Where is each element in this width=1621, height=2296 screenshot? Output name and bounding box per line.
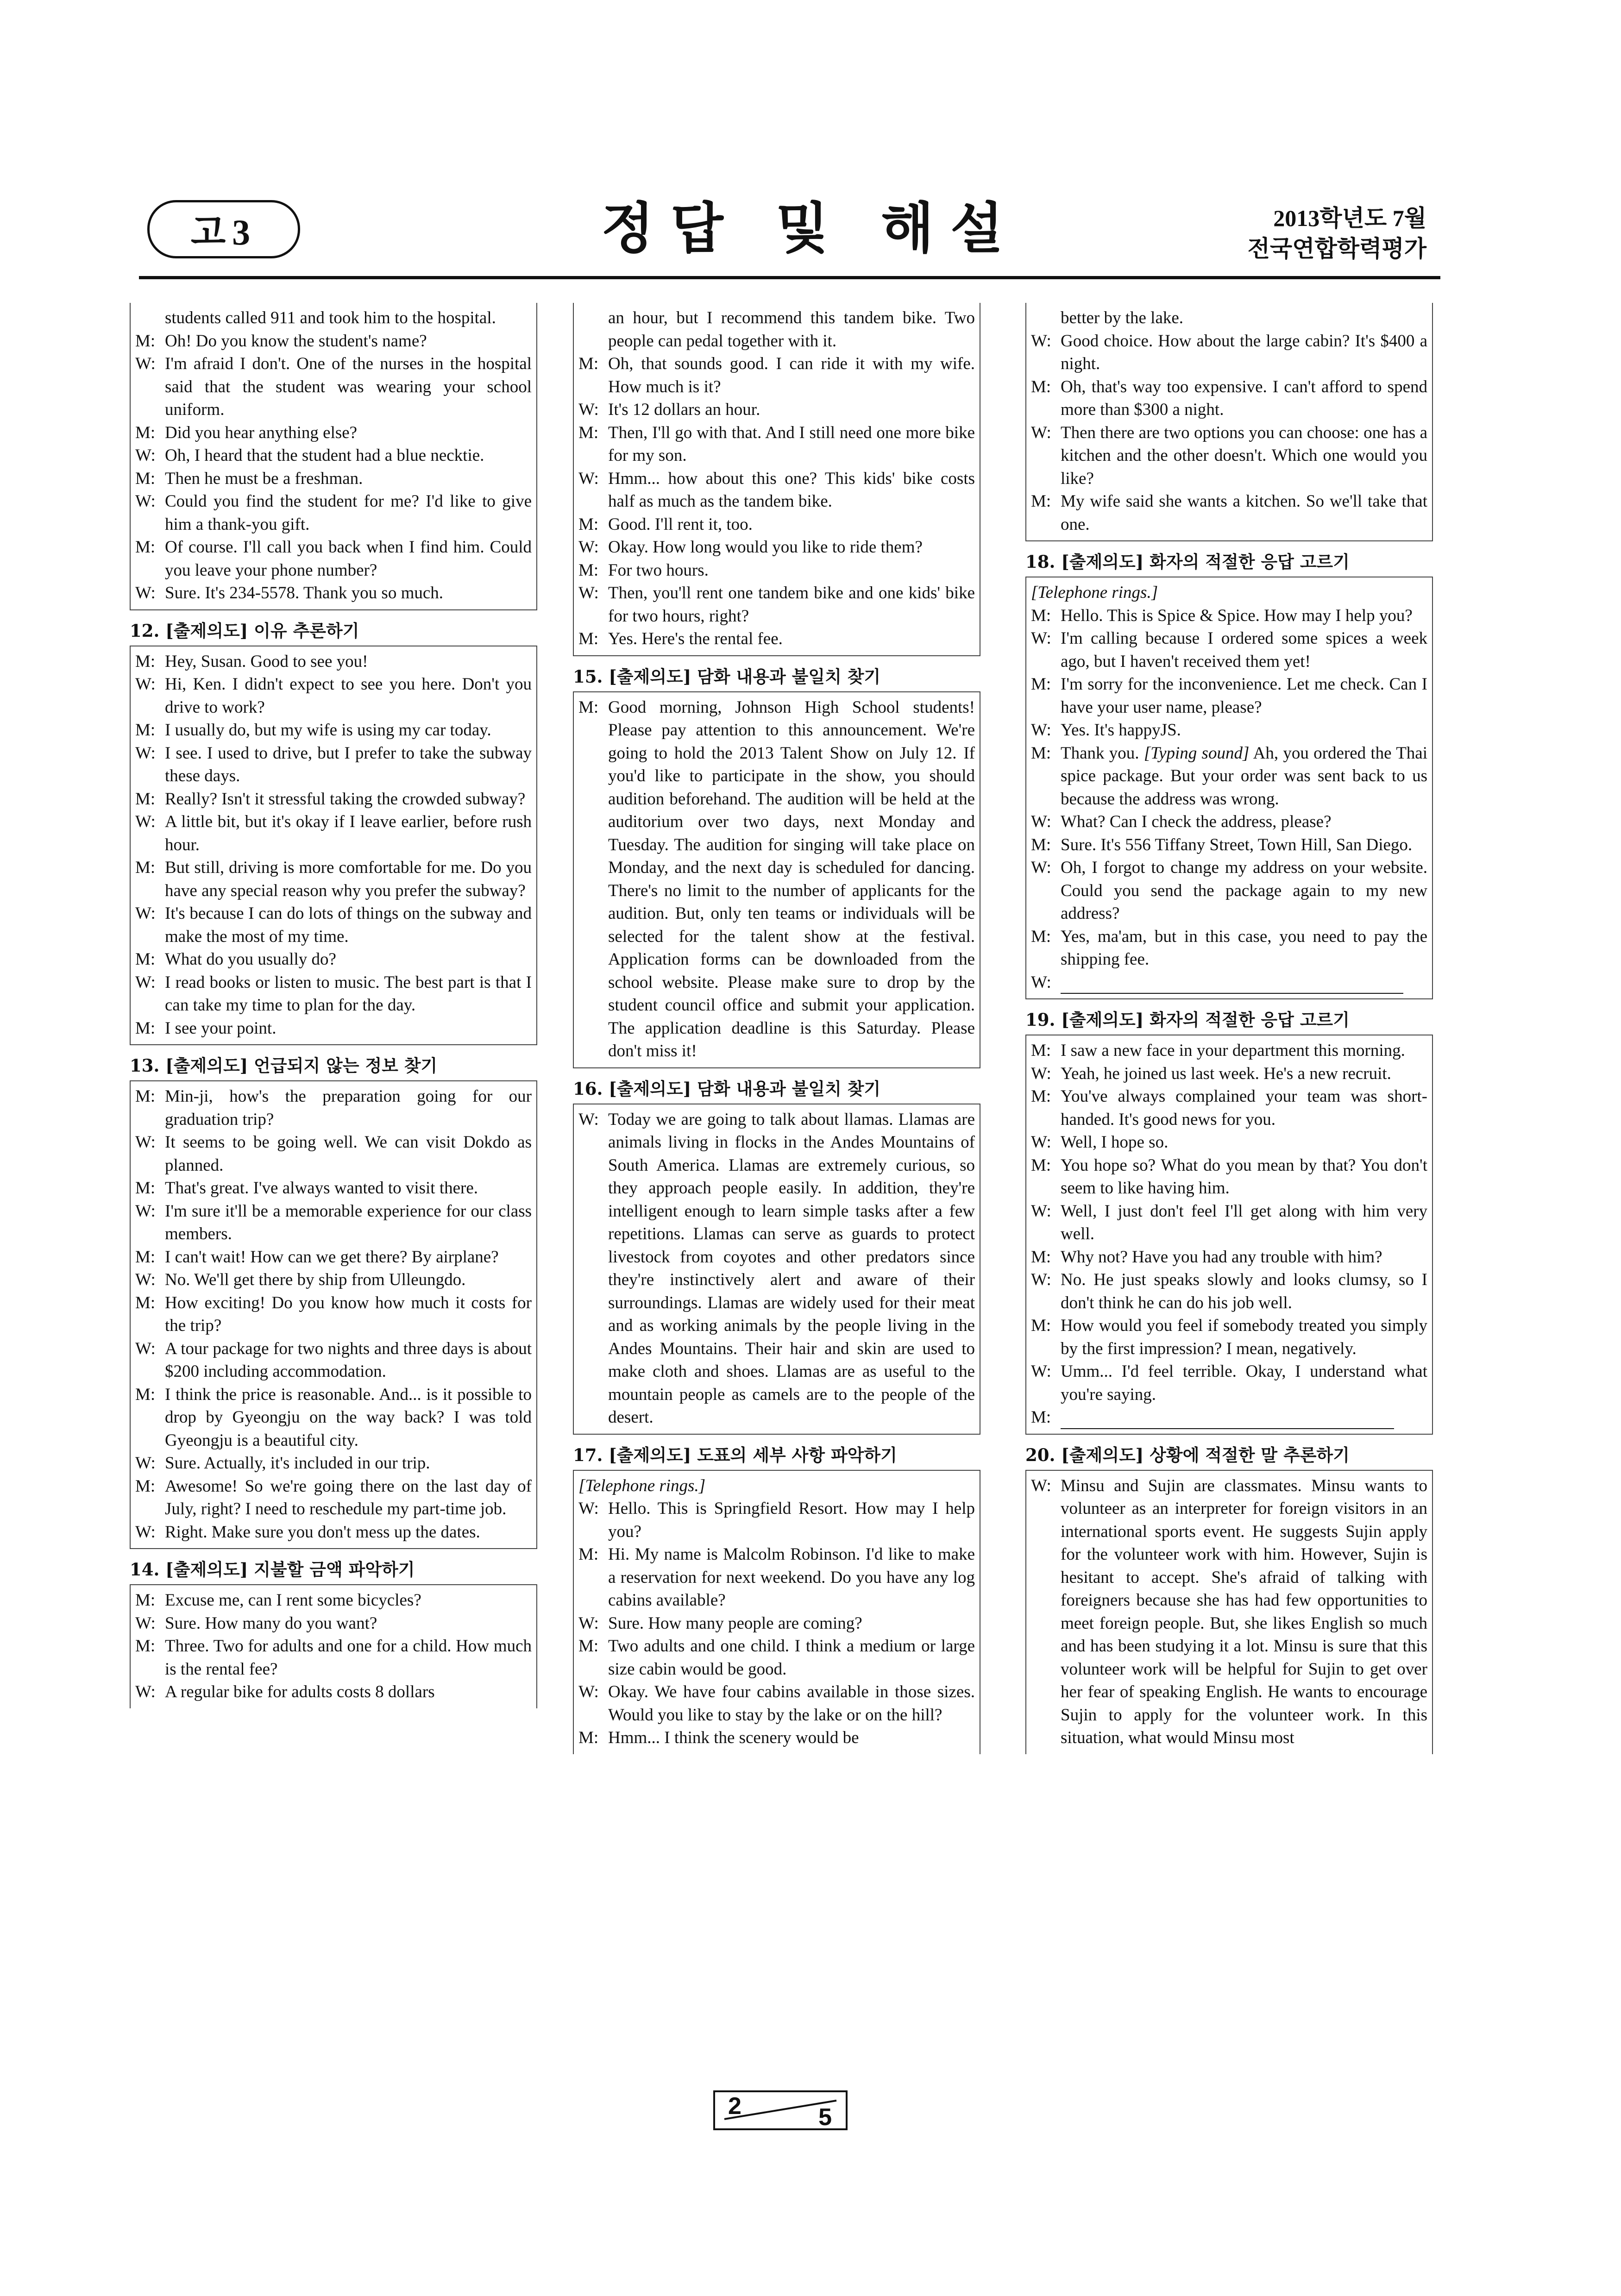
- q17-continuation: [1025, 303, 1433, 541]
- line-text: Then, you'll rent one tandem bike and one kids' bike for two hours, right?: [608, 583, 975, 626]
- line-text: I read books or listen to music. The best part is that I can take my time to plan for the day.: [165, 972, 532, 1015]
- dialogue-line: [135, 1131, 532, 1177]
- dialogue-line: [578, 1681, 975, 1726]
- line-text: Oh, that's way too expensive. I can't afford to spend more than $300 a night.: [1061, 377, 1427, 419]
- line-text: Could you find the student for me? I'd like to give him a thank-you gift.: [165, 492, 532, 534]
- line-text: I usually do, but my wife is using my car today.: [165, 721, 491, 740]
- exam-year: 2013학년도 7월: [1273, 205, 1426, 231]
- line-text: Then there are two options you can choose: one has a kitchen and the other doesn't. Which one would you like?: [1061, 423, 1427, 488]
- line-text: Right. Make sure you don't mess up the dates.: [165, 1522, 480, 1542]
- line-text: It's because I can do lots of things on the subway and make the most of my time.: [165, 904, 532, 946]
- speaker-label: M:: [578, 560, 599, 580]
- dialogue-line: [135, 1681, 532, 1704]
- speaker-label: M:: [135, 1179, 156, 1198]
- dialogue-line: [135, 1177, 532, 1200]
- line-text: I think the price is reasonable. And... is it possible to drop by Gyeongju on the way back? I was told Gyeongju is a beautiful city.: [165, 1385, 532, 1450]
- speaker-label: M:: [1031, 1087, 1051, 1106]
- speaker-label: M:: [135, 652, 156, 671]
- line-text: It's 12 dollars an hour.: [608, 400, 760, 419]
- speaker-label: W:: [578, 1682, 599, 1701]
- dialogue-line: [578, 559, 975, 582]
- line-text: Sure. It's 234-5578. Thank you so much.: [165, 583, 444, 602]
- dialogue-line: [1031, 673, 1427, 719]
- speaker-label: M:: [1031, 1041, 1051, 1060]
- line-text: Hi. My name is Malcolm Robinson. I'd like to make a reservation for next weekend. Do you have any log cabins available?: [608, 1545, 975, 1610]
- dialogue-line: [578, 421, 975, 467]
- speaker-label: W:: [1031, 972, 1051, 992]
- line-text: Good morning, Johnson High School students! Please pay attention to this announcement. We're going to hold the 2013 Talent Show on July 12. If you'd like to participate in the show, you should audition beforehand. The audition will be held at the auditorium over two days, next Monday and Tuesday. The audition for singing will take place on Monday, and the next day is scheduled for dancing. There's no limit to the number of applicants for the audition. But, only ten teams or individuals will be selected for the talent show at the festival. Application forms can be downloaded from the school website. Please make sure to drop by the student council office and submit your application. The application deadline is this Saturday. Please don't miss it!: [608, 697, 975, 1060]
- speaker-label: M:: [1031, 606, 1051, 625]
- line-text: How exciting! Do you know how much it costs for the trip?: [165, 1293, 532, 1335]
- line-text: Hello. This is Springfield Resort. How may I help you?: [608, 1499, 975, 1541]
- line-text: Hi, Ken. I didn't expect to see you here. Don't you drive to work?: [165, 675, 532, 717]
- dialogue-line: [135, 1383, 532, 1452]
- line-text: Good. I'll rent it, too.: [608, 514, 753, 534]
- dialogue-line: [1031, 1360, 1427, 1406]
- line-text: I can't wait! How can we get there? By airplane?: [165, 1247, 499, 1267]
- q14-continuation: [573, 303, 980, 656]
- q20-title: 20. [출제의도] 상황에 적절한 말 추론하기: [1025, 1444, 1350, 1465]
- dialogue-line: [135, 1452, 532, 1475]
- line-text: That's great. I've always wanted to visit there.: [165, 1179, 478, 1198]
- dialogue-line: [578, 1543, 975, 1612]
- dialogue-line: [1031, 307, 1427, 330]
- dialogue-line: [1031, 1268, 1427, 1314]
- line-text: What do you usually do?: [165, 950, 336, 969]
- answer-blank-line: [1031, 1406, 1427, 1429]
- dialogue-line: [1031, 604, 1427, 627]
- dialogue-line: [135, 1017, 532, 1040]
- dialogue-line: [135, 1337, 532, 1383]
- speaker-label: M:: [135, 789, 156, 809]
- line-text: Okay. We have four cabins available in those sizes. Would you like to stay by the lake or on the hill?: [608, 1682, 975, 1725]
- speaker-label: W:: [578, 538, 599, 557]
- q17-lines: [578, 1497, 975, 1750]
- speaker-label: W:: [578, 583, 599, 602]
- line-text: A regular bike for adults costs 8 dollars: [165, 1682, 435, 1701]
- speaker-label: M:: [135, 1087, 156, 1106]
- line-text: Excuse me, can I rent some bicycles?: [165, 1591, 421, 1610]
- line-text: Well, I hope so.: [1061, 1133, 1169, 1152]
- line-text: You hope so? What do you mean by that? You don't seem to like having him.: [1061, 1155, 1427, 1198]
- speaker-label: M:: [135, 1385, 156, 1404]
- speaker-label: W:: [1031, 629, 1051, 648]
- exam-name: 전국연합학력평가: [1247, 236, 1426, 262]
- page-number: [713, 2090, 848, 2130]
- dialogue-line: [578, 1108, 975, 1429]
- line-text: Sure. How many do you want?: [165, 1613, 377, 1633]
- q17-stage-direction: [Telephone rings.]: [578, 1476, 706, 1495]
- dialogue-line: [1031, 330, 1427, 376]
- q15-script: [573, 691, 980, 1068]
- line-text: I'm calling because I ordered some spices a week ago, but I haven't received them yet!: [1061, 629, 1427, 671]
- line-text: Why not? Have you had any trouble with him?: [1061, 1247, 1382, 1267]
- dialogue-line: [135, 307, 532, 330]
- line-text: Sure. Actually, it's included in our trip.: [165, 1454, 430, 1473]
- line-text: Of course. I'll call you back when I find him. Could you leave your phone number?: [165, 538, 532, 580]
- speaker-label: W:: [135, 1454, 156, 1473]
- speaker-label: M:: [578, 697, 599, 717]
- dialogue-line: [578, 696, 975, 1063]
- speaker-label: W:: [135, 1613, 156, 1633]
- speaker-label: W:: [1031, 1476, 1051, 1495]
- speaker-label: M:: [135, 858, 156, 877]
- dialogue-line: [135, 948, 532, 971]
- line-text: For two hours.: [608, 560, 709, 580]
- speaker-label: W:: [1031, 1270, 1051, 1289]
- q13-script: [130, 1080, 537, 1549]
- line-text: No. We'll get there by ship from Ulleungdo.: [165, 1270, 466, 1289]
- dialogue-line: [135, 788, 532, 811]
- q18-title: 18. [출제의도] 화자의 적절한 응답 고르기: [1025, 552, 1350, 572]
- line-text: My wife said she wants a kitchen. So we'll take that one.: [1061, 492, 1427, 534]
- dialogue-line: [1031, 490, 1427, 536]
- dialogue-line: [135, 1200, 532, 1246]
- dialogue-line: [1031, 856, 1427, 925]
- speaker-label: W:: [135, 675, 156, 694]
- line-text: Did you hear anything else?: [165, 423, 358, 442]
- column-3: [1025, 303, 1433, 1754]
- speaker-label: M:: [135, 331, 156, 351]
- dialogue-line: [135, 650, 532, 673]
- speaker-label: M:: [135, 538, 156, 557]
- speaker-label: W:: [1031, 858, 1051, 877]
- q19-lines: [1031, 1039, 1427, 1406]
- line-text: I see your point.: [165, 1018, 276, 1038]
- dialogue-line: [135, 444, 532, 467]
- speaker-label: M:: [578, 1637, 599, 1656]
- column-1: [130, 303, 537, 1708]
- speaker-label: W:: [135, 972, 156, 992]
- dialogue-line: [135, 902, 532, 948]
- speaker-label: M:: [1031, 1247, 1051, 1267]
- speaker-label: M:: [1031, 835, 1051, 854]
- dialogue-line: [135, 536, 532, 582]
- speaker-label: W:: [1031, 1064, 1051, 1083]
- q20-script: [1025, 1470, 1433, 1754]
- dialogue-line: [1031, 1154, 1427, 1200]
- dialogue-line: [135, 1521, 532, 1544]
- dialogue-line: [1031, 810, 1427, 834]
- line-text: Then, I'll go with that. And I still need one more bike for my son.: [608, 423, 975, 465]
- dialogue-line: [1031, 1131, 1427, 1154]
- line-text: A tour package for two nights and three days is about $200 including accommodation.: [165, 1339, 532, 1381]
- dialogue-line: [135, 1589, 532, 1612]
- typing-sound-direction: [Typing sound]: [1143, 743, 1250, 763]
- speaker-label: M:: [135, 1476, 156, 1496]
- q12-title: 12. [출제의도] 이유 추론하기: [130, 620, 359, 641]
- speaker-label: M:: [135, 1018, 156, 1038]
- speaker-label: M:: [135, 1637, 156, 1656]
- dialogue-line: [578, 627, 975, 651]
- dialogue-line: [578, 582, 975, 627]
- speaker-label: W:: [135, 446, 156, 465]
- speaker-label: W:: [135, 354, 156, 373]
- dialogue-line: [578, 398, 975, 421]
- speaker-label: W:: [1031, 423, 1051, 442]
- q17-title: 17. [출제의도] 도표의 세부 사항 파악하기: [573, 1444, 897, 1465]
- page-current: 2: [728, 2093, 741, 2120]
- dialogue-line: [578, 467, 975, 513]
- dialogue-line: [1031, 1246, 1427, 1269]
- line-text: Really? Isn't it stressful taking the crowded subway?: [165, 789, 526, 809]
- speaker-label: W:: [135, 904, 156, 923]
- speaker-label: M:: [1031, 492, 1051, 511]
- line-text: better by the lake.: [1061, 308, 1184, 327]
- dialogue-line: [1031, 1314, 1427, 1360]
- page-title: 정답 및 해설: [601, 196, 1020, 260]
- line-text: Umm... I'd feel terrible. Okay, I understand what you're saying.: [1061, 1362, 1427, 1404]
- q18-lines-a: [1031, 604, 1427, 742]
- q11-continuation: [130, 303, 537, 610]
- line-text: Yeah, he joined us last week. He's a new recruit.: [1061, 1064, 1391, 1083]
- line-text: Hmm... how about this one? This kids' bike costs half as much as the tandem bike.: [608, 469, 975, 511]
- speaker-label: W:: [1031, 1201, 1051, 1221]
- line-text: Yes, ma'am, but in this case, you need to pay the shipping fee.: [1061, 927, 1427, 969]
- page-total: 5: [818, 2104, 832, 2131]
- line-text: Awesome! So we're going there on the last day of July, right? I need to reschedule my part-time job.: [165, 1476, 532, 1518]
- line-text: Yes. It's happyJS.: [1061, 721, 1181, 740]
- speaker-label: M:: [578, 423, 599, 442]
- line-text: Two adults and one child. I think a medium or large size cabin would be good.: [608, 1637, 975, 1679]
- line-text: A little bit, but it's okay if I leave earlier, before rush hour.: [165, 812, 532, 854]
- dialogue-line: [1031, 627, 1427, 673]
- line-text: Hmm... I think the scenery would be: [608, 1728, 859, 1747]
- speaker-label: W:: [135, 583, 156, 602]
- line-text: Min-ji, how's the preparation going for our graduation trip?: [165, 1087, 532, 1129]
- speaker-label: W:: [135, 1270, 156, 1289]
- speaker-label: W:: [135, 743, 156, 763]
- speaker-label: W:: [135, 1682, 156, 1701]
- speaker-label: W:: [135, 1133, 156, 1152]
- dialogue-line: [135, 1268, 532, 1292]
- line-text: Today we are going to talk about llamas. Llamas are animals living in flocks in the Andes Mountains of South America. Llamas are extremely curious, so they approach people easily. In addition, they're intelligent enough to learn simple tasks after a few repetitions. Llamas can serve as guards to protect livestock from coyotes and other predators since they're instinctively alert and aware of their surroundings. Llamas are widely used for their meat and as working animals by the people living in the Andes Mountains. Their hair and skin are used to make cloth and shoes. Llamas are as useful to the mountain people as camels are to the people of the desert.: [608, 1110, 975, 1427]
- line-text: Three. Two for adults and one for a child. How much is the rental fee?: [165, 1637, 532, 1679]
- dialogue-line: [135, 1475, 532, 1521]
- speaker-label: W:: [1031, 812, 1051, 831]
- line-text: Okay. How long would you like to ride them?: [608, 538, 923, 557]
- line-text: You've always complained your team was short-handed. It's good news for you.: [1061, 1087, 1427, 1129]
- speaker-label: M:: [578, 354, 599, 373]
- speaker-label: M:: [1031, 377, 1051, 396]
- dialogue-line: [135, 810, 532, 856]
- line-text: Then he must be a freshman.: [165, 469, 363, 488]
- dialogue-line: [1031, 421, 1427, 490]
- q19-title: 19. [출제의도] 화자의 적절한 응답 고르기: [1025, 1010, 1350, 1030]
- line-text: Sure. It's 556 Tiffany Street, Town Hill, San Diego.: [1061, 835, 1413, 854]
- line-text: Oh, I heard that the student had a blue necktie.: [165, 446, 484, 465]
- dialogue-line: [1031, 376, 1427, 421]
- dialogue-line: [1031, 1200, 1427, 1246]
- line-text: an hour, but I recommend this tandem bike. Two people can pedal together with it.: [608, 308, 975, 351]
- q15-title: 15. [출제의도] 담화 내용과 불일치 찾기: [573, 666, 881, 687]
- speaker-label: W:: [1031, 331, 1051, 351]
- line-text: students called 911 and took him to the hospital.: [165, 308, 496, 327]
- dialogue-line: [135, 1635, 532, 1681]
- line-text: I see. I used to drive, but I prefer to take the subway these days.: [165, 743, 532, 785]
- answer-blank-line: [1031, 971, 1427, 994]
- speaker-label: W:: [578, 400, 599, 419]
- line-text: Sure. How many people are coming?: [608, 1613, 862, 1633]
- answer-blank: [1061, 975, 1403, 994]
- dialogue-line: [135, 490, 532, 536]
- q13-title: 13. [출제의도] 언급되지 않는 정보 찾기: [130, 1055, 438, 1076]
- dialogue-line: [578, 307, 975, 352]
- dialogue-line: [135, 330, 532, 353]
- dialogue-line: [578, 352, 975, 398]
- line-text: But still, driving is more comfortable for me. Do you have any special reason why you prefer the subway?: [165, 858, 532, 900]
- line-text: Thank you. [Typing sound] Ah, you ordered the Thai spice package. But your order was sent back to us because the address was wrong.: [1061, 743, 1428, 809]
- speaker-label: W:: [1031, 1362, 1051, 1381]
- dialogue-line: [135, 1292, 532, 1337]
- speaker-label: W:: [578, 1499, 599, 1518]
- dialogue-line: [578, 1726, 975, 1750]
- dialogue-line: [1031, 1474, 1427, 1750]
- dialogue-line: [1031, 1039, 1427, 1062]
- speaker-label: M:: [135, 721, 156, 740]
- dialogue-line: [135, 421, 532, 445]
- dialogue-line: [135, 352, 532, 421]
- speaker-label: M:: [135, 1293, 156, 1312]
- dialogue-line: [1031, 742, 1427, 811]
- q18-stage-direction: [Telephone rings.]: [1031, 583, 1158, 602]
- dialogue-line: [578, 1497, 975, 1543]
- answer-blank: [1061, 1411, 1394, 1429]
- q18-lines-b: [1031, 810, 1427, 971]
- dialogue-line: [1031, 1085, 1427, 1131]
- line-text: I'm sorry for the inconvenience. Let me check. Can I have your user name, please?: [1061, 675, 1427, 717]
- q18-script: [1025, 577, 1433, 999]
- dialogue-line: [135, 719, 532, 742]
- speaker-label: W:: [1031, 1133, 1051, 1152]
- speaker-label: M:: [1031, 927, 1051, 946]
- speaker-label: W:: [135, 1201, 156, 1221]
- line-text: Minsu and Sujin are classmates. Minsu wants to volunteer as an interpreter for foreign visitors in an international sports event. He suggests Sujin apply for the volunteer work with him. However, Sujin is hesitant to accept. She's afraid of talking with foreigners because she has had few opportunities to meet foreign people. But, she likes English so much and has been studying it a lot. Minsu is sure that this volunteer work will be helpful for Sujin to get over her fear of speaking English. He wants to encourage Sujin to apply for the volunteer work. In this situation, what would Minsu most: [1061, 1476, 1427, 1747]
- dialogue-line: [135, 742, 532, 788]
- dialogue-line: [1031, 1062, 1427, 1085]
- q16-script: [573, 1104, 980, 1435]
- line-text: Oh, I forgot to change my address on your website. Could you send the package again to my new address?: [1061, 858, 1427, 923]
- speaker-label: M:: [578, 629, 599, 648]
- speaker-label: W:: [578, 1613, 599, 1633]
- line-text: Hey, Susan. Good to see you!: [165, 652, 368, 671]
- q12-script: [130, 646, 537, 1046]
- line-text: How would you feel if somebody treated you simply by the first impression? I mean, negatively.: [1061, 1316, 1427, 1358]
- dialogue-line: [1031, 834, 1427, 857]
- exam-info: [1248, 203, 1426, 264]
- speaker-label: W:: [135, 492, 156, 511]
- speaker-label: W:: [578, 469, 599, 488]
- q14-title: 14. [출제의도] 지불할 금액 파악하기: [130, 1559, 415, 1580]
- dialogue-line: [135, 467, 532, 490]
- speaker-label: M:: [135, 950, 156, 969]
- dialogue-line: [1031, 925, 1427, 971]
- dialogue-line: [135, 1085, 532, 1131]
- speaker-label: M:: [578, 1728, 599, 1747]
- dialogue-line: [135, 971, 532, 1017]
- q14-script: [130, 1584, 537, 1708]
- speaker-label: W:: [578, 1110, 599, 1129]
- line-text: Hello. This is Spice & Spice. How may I help you?: [1061, 606, 1413, 625]
- speaker-label: M:: [1031, 675, 1051, 694]
- line-text: I'm sure it'll be a memorable experience for our class members.: [165, 1201, 532, 1243]
- dialogue-line: [135, 1246, 532, 1269]
- speaker-label: M:: [1031, 1316, 1051, 1335]
- line-text: Oh, that sounds good. I can ride it with my wife. How much is it?: [608, 354, 975, 396]
- dialogue-line: [135, 856, 532, 902]
- speaker-label: W:: [135, 1339, 156, 1358]
- line-text: Yes. Here's the rental fee.: [608, 629, 783, 648]
- speaker-label: W:: [135, 812, 156, 831]
- speaker-label: M:: [135, 1591, 156, 1610]
- dialogue-line: [578, 1635, 975, 1681]
- dialogue-line: [135, 673, 532, 719]
- speaker-label: W:: [1031, 721, 1051, 740]
- speaker-label: M:: [135, 423, 156, 442]
- dialogue-line: [135, 582, 532, 605]
- line-text: What? Can I check the address, please?: [1061, 812, 1332, 831]
- line-text: It seems to be going well. We can visit Dokdo as planned.: [165, 1133, 532, 1175]
- line-text: Good choice. How about the large cabin? It's $400 a night.: [1061, 331, 1427, 373]
- speaker-label: M:: [135, 1247, 156, 1267]
- dialogue-line: [578, 513, 975, 536]
- speaker-label: M:: [578, 1545, 599, 1564]
- line-text: Oh! Do you know the student's name?: [165, 331, 427, 351]
- speaker-label: W:: [135, 1522, 156, 1542]
- q19-script: [1025, 1035, 1433, 1435]
- speaker-label: M:: [135, 469, 156, 488]
- speaker-label: M:: [1031, 1155, 1051, 1175]
- column-2: [573, 303, 980, 1754]
- dialogue-line: [578, 536, 975, 559]
- line-text: Well, I just don't feel I'll get along with him very well.: [1061, 1201, 1427, 1243]
- dialogue-line: [578, 1612, 975, 1635]
- speaker-label: M:: [578, 514, 599, 534]
- line-text: No. He just speaks slowly and looks clumsy, so I don't think he can do his job well.: [1061, 1270, 1427, 1312]
- speaker-label: M:: [1031, 1408, 1051, 1427]
- q17-script: [573, 1470, 980, 1754]
- dialogue-line: [1031, 719, 1427, 742]
- header-divider: [139, 276, 1440, 279]
- line-text: I'm afraid I don't. One of the nurses in the hospital said that the student was wearing your school uniform.: [165, 354, 532, 419]
- q16-title: 16. [출제의도] 담화 내용과 불일치 찾기: [573, 1078, 881, 1099]
- speaker-label: M:: [1031, 743, 1051, 763]
- line-text: I saw a new face in your department this morning.: [1061, 1041, 1405, 1060]
- grade-badge: 고3: [147, 200, 300, 258]
- dialogue-line: [135, 1612, 532, 1635]
